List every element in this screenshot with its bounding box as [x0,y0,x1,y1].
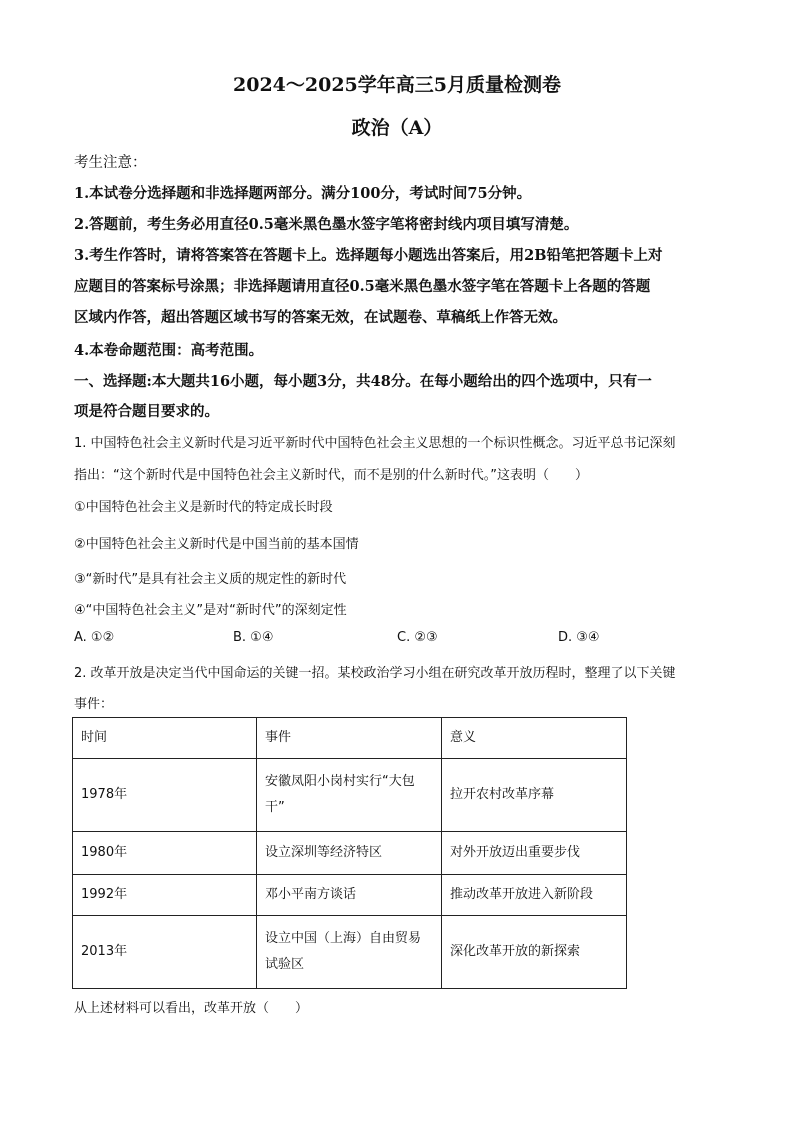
table-cell-time: 1978年 [73,759,257,832]
note-4: 4.本卷命题范围：高考范围。 [74,342,264,359]
q2-stem-line-1: 2. 改革开放是决定当代中国命运的关键一招。某校政治学习小组在研究改革开放历程时，整理了以下关键 [74,666,676,681]
note-3-line-2: 应题目的答案标号涂黑；非选择题请用直径0.5毫米黑色墨水签字笔在答题卡上各题的答题 [74,278,651,295]
table-cell-event: 设立深圳等经济特区 [257,832,442,875]
table-row [73,916,627,989]
q1-statement-3: ③“新时代”是具有社会主义质的规定性的新时代 [74,572,347,587]
table-cell-event: 邓小平南方谈话 [257,875,442,916]
note-3-line-3: 区域内作答，超出答题区域书写的答案无效，在试题卷、草稿纸上作答无效。 [74,309,567,326]
exam-subject: 政治（A） [351,117,443,139]
table-row [73,832,627,875]
notes-heading: 考生注意： [74,155,147,171]
table-cell-time: 1992年 [73,875,257,916]
q1-statement-2: ②中国特色社会主义新时代是中国当前的基本国情 [74,537,359,552]
section-heading-line-2: 项是符合题目要求的。 [74,403,219,420]
q1-option-a: A. ①② [74,630,115,645]
table-cell-event: 安徽凤阳小岗村实行“大包干” [257,759,442,832]
table-cell-time: 1980年 [73,832,257,875]
q1-stem-line-1: 1. 中国特色社会主义新时代是习近平新时代中国特色社会主义思想的一个标识性概念。习近平总书记深刻 [74,436,676,451]
section-heading-line-1: 一、选择题:本大题共16小题，每小题3分，共48分。在每小题给出的四个选项中，只有一 [74,373,652,390]
q1-option-c: C. ②③ [397,630,438,645]
table-cell-meaning: 拉开农村改革序幕 [442,759,627,832]
note-3-line-1: 3.考生作答时，请将答案答在答题卡上。选择题每小题选出答案后，用2B铅笔把答题卡上对 [74,247,663,264]
table-cell-time: 2013年 [73,916,257,989]
note-1: 1.本试卷分选择题和非选择题两部分。满分100分，考试时间75分钟。 [74,185,532,202]
table-row [73,759,627,832]
q1-option-b: B. ①④ [233,630,274,645]
note-2: 2.答题前，考生务必用直径0.5毫米黑色墨水签字笔将密封线内项目填写清楚。 [74,216,579,233]
q1-statement-4: ④“中国特色社会主义”是对“新时代”的深刻定性 [74,603,347,618]
table-cell-event: 设立中国（上海）自由贸易试验区 [257,916,442,989]
q2-prompt: 从上述材料可以看出，改革开放（ ） [74,1001,309,1016]
table-header-meaning: 意义 [442,718,627,759]
table-cell-meaning: 对外开放迈出重要步伐 [442,832,627,875]
table-header-row [73,718,627,759]
table-cell-meaning: 深化改革开放的新探索 [442,916,627,989]
q2-stem-line-2: 事件： [74,697,114,712]
table-cell-meaning: 推动改革开放进入新阶段 [442,875,627,916]
table-header-event: 事件 [257,718,442,759]
q1-statement-1: ①中国特色社会主义是新时代的特定成长时段 [74,500,333,515]
table-header-time: 时间 [73,718,257,759]
exam-title: 2024～2025学年高三5月质量检测卷 [233,74,561,96]
events-table [72,717,627,989]
q1-option-d: D. ③④ [558,630,600,645]
q1-stem-line-2: 指出：“这个新时代是中国特色社会主义新时代，而不是别的什么新时代。”这表明（ ） [74,468,588,483]
table-row [73,875,627,916]
